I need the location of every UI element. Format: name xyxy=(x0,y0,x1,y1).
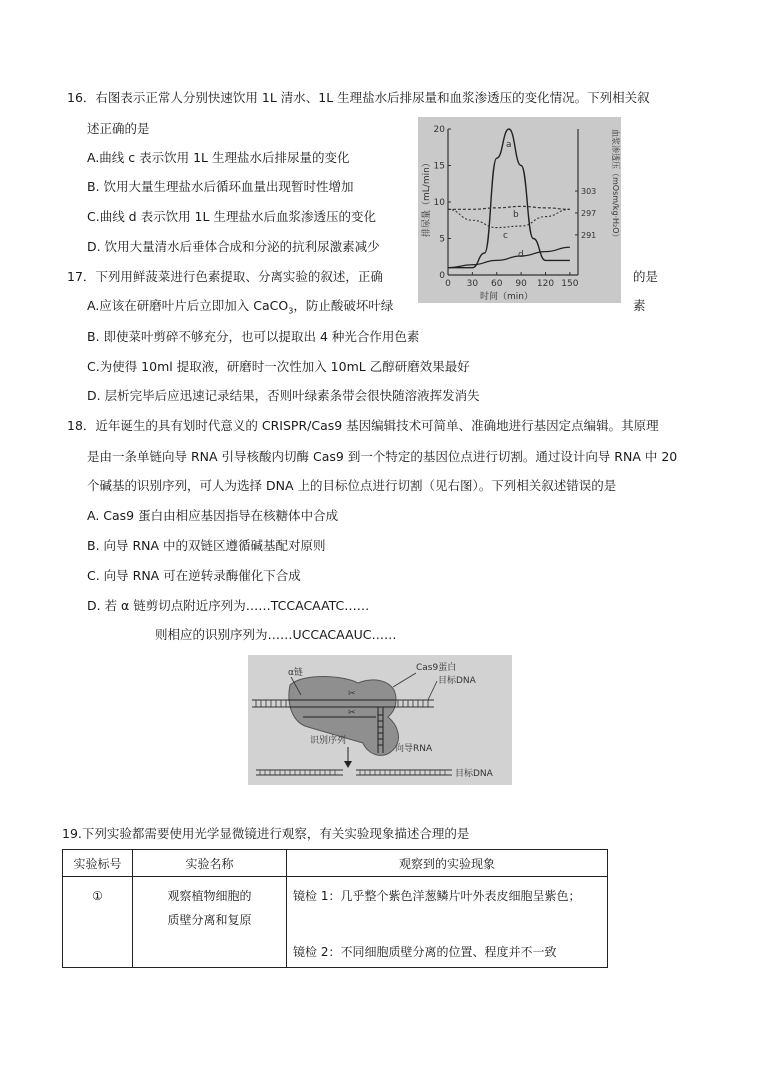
q19-experiment-table xyxy=(62,849,608,968)
cas9-label: Cas9蛋白 xyxy=(416,663,457,673)
row-number-cell xyxy=(63,877,133,968)
q16-stem-line1: 16．右图表示正常人分别快速饮用 1L 清水、1L 生理盐水后排尿量和血浆渗透压的变化情况。下列相关叙 xyxy=(67,90,650,105)
figure-urine-osmolality-chart xyxy=(418,117,621,303)
y-right-tick-label: 297 xyxy=(581,208,597,218)
q16-option-b: B. 饮用大量生理盐水后循环血量出现暂时性增加 xyxy=(87,179,354,194)
observation-2: 镜检 2：不同细胞质壁分离的位置、程度并不一致 xyxy=(293,945,557,959)
q17-option-a-rest: ，防止酸破坏叶绿 xyxy=(293,298,394,313)
y-tick-label: 10 xyxy=(433,198,445,208)
series-line-c xyxy=(448,209,570,227)
series-label-a: a xyxy=(506,140,512,150)
target-dna-label: 目标DNA xyxy=(438,676,476,686)
q17-option-a-subscript: 3 xyxy=(288,306,294,316)
q17-option-b: B. 即使菜叶剪碎不够充分，也可以提取出 4 种光合作用色素 xyxy=(87,329,420,344)
q16-option-d: D. 饮用大量清水后垂体合成和分泌的抗利尿激素减少 xyxy=(87,239,380,254)
chart-x-axis-label: 时间（min） xyxy=(480,292,533,302)
row-name-line2: 质壁分离和复原 xyxy=(167,913,252,927)
recognition-sequence-label: 识别序列 xyxy=(310,736,347,746)
target-dna-label-bottom: 目标DNA xyxy=(455,769,493,779)
q18-option-c: C. 向导 RNA 可在逆转录酶催化下合成 xyxy=(87,568,301,583)
x-tick-label: 60 xyxy=(491,279,503,289)
observation-1: 镜检 1：几乎整个紫色洋葱鳞片叶外表皮细胞呈紫色； xyxy=(293,889,581,903)
q17-stem-tail: 的是 xyxy=(633,269,659,284)
q17-option-c: C.为使得 10ml 提取液，研磨时一次性加入 10mL 乙醇研磨效果最好 xyxy=(87,359,470,374)
q17-stem: 17．下列用鲜菠菜进行色素提取、分离实验的叙述，正确 xyxy=(67,269,383,284)
x-tick-label: 30 xyxy=(466,279,479,289)
row-number: ① xyxy=(92,889,103,903)
cut-dna-fragments xyxy=(256,770,452,775)
row-name xyxy=(133,877,286,929)
y-right-tick-label: 291 xyxy=(581,230,597,240)
y-tick-label: 5 xyxy=(439,234,445,245)
chart-left-axis-label: 排尿量（mL/min） xyxy=(422,158,432,237)
figure-crispr-cas9-diagram xyxy=(248,655,512,785)
x-tick-label: 120 xyxy=(536,279,555,289)
q17-option-d: D. 层析完毕后应迅速记录结果，否则叶绿素条带会很快随溶液挥发消失 xyxy=(87,388,480,403)
q18-stem-line1: 18．近年诞生的具有划时代意义的 CRISPR/Cas9 基因编辑技术可简单、准确地进行基因定点编辑。其原理 xyxy=(67,418,659,433)
series-label-d: d xyxy=(518,250,524,260)
q16-option-c: C.曲线 d 表示饮用 1L 生理盐水后血浆渗透压的变化 xyxy=(87,209,376,224)
row-name-cell xyxy=(133,877,287,968)
q16-option-a: A.曲线 c 表示饮用 1L 生理盐水后排尿量的变化 xyxy=(87,150,350,165)
x-tick-label: 0 xyxy=(445,279,451,289)
q18-option-a: A. Cas9 蛋白由相应基因指导在核糖体中合成 xyxy=(87,508,339,523)
q18-option-d-line2: 则相应的识别序列为……UCCACAAUC…… xyxy=(155,627,397,642)
y-tick-label: 15 xyxy=(433,161,445,172)
q18-option-d: D. 若 α 链剪切点附近序列为……TCCACAATC…… xyxy=(87,598,370,613)
scissors-icon: ✂ xyxy=(348,689,356,699)
q17-option-a-tail: 素 xyxy=(633,298,646,313)
x-tick-label: 90 xyxy=(515,279,527,289)
row-name-line1: 观察植物细胞的 xyxy=(167,889,252,903)
q18-stem-line2: 是由一条单链向导 RNA 引导核酸内切酶 Cas9 到一个特定的基因位点进行切割。通过设计向导 RNA 中 20 xyxy=(87,449,678,464)
y-right-tick-label: 303 xyxy=(581,187,597,197)
alpha-chain-label: α链 xyxy=(288,668,303,678)
guide-rna-label: 向导RNA xyxy=(395,744,433,754)
q17-option-a xyxy=(87,298,393,314)
q16-stem-line2: 述正确的是 xyxy=(87,121,150,136)
q19-stem: 19.下列实验都需要使用光学显微镜进行观察，有关实验现象描述合理的是 xyxy=(62,826,470,841)
table-header-row xyxy=(63,850,608,877)
header-experiment-name: 实验名称 xyxy=(133,850,287,877)
series-label-c: c xyxy=(503,231,508,241)
x-tick-label: 150 xyxy=(561,279,579,289)
q18-option-b: B. 向导 RNA 中的双链区遵循碱基配对原则 xyxy=(87,538,326,553)
header-observed-phenomena: 观察到的实验现象 xyxy=(287,850,608,877)
table-row xyxy=(63,877,608,968)
y-tick-label: 20 xyxy=(433,125,445,135)
series-label-b: b xyxy=(513,210,519,220)
row-observation-cell xyxy=(287,877,608,968)
chart-right-axis-label: 血浆渗透压（mOsm/kg·H₂O） xyxy=(611,129,620,242)
header-experiment-number: 实验标号 xyxy=(63,850,133,877)
q18-stem-line3: 个碱基的识别序列，可人为选择 DNA 上的目标位点进行切割（见右图）。下列相关叙述错误的是 xyxy=(87,478,617,493)
series-line-b xyxy=(448,206,570,209)
scissors-icon-lower: ✂ xyxy=(348,708,356,718)
q17-option-a-text: A.应该在研磨叶片后立即加入 CaCO xyxy=(87,298,289,313)
arrow-head-icon xyxy=(344,761,352,768)
series-line-d xyxy=(448,247,570,267)
y-tick-label: 0 xyxy=(439,271,445,281)
